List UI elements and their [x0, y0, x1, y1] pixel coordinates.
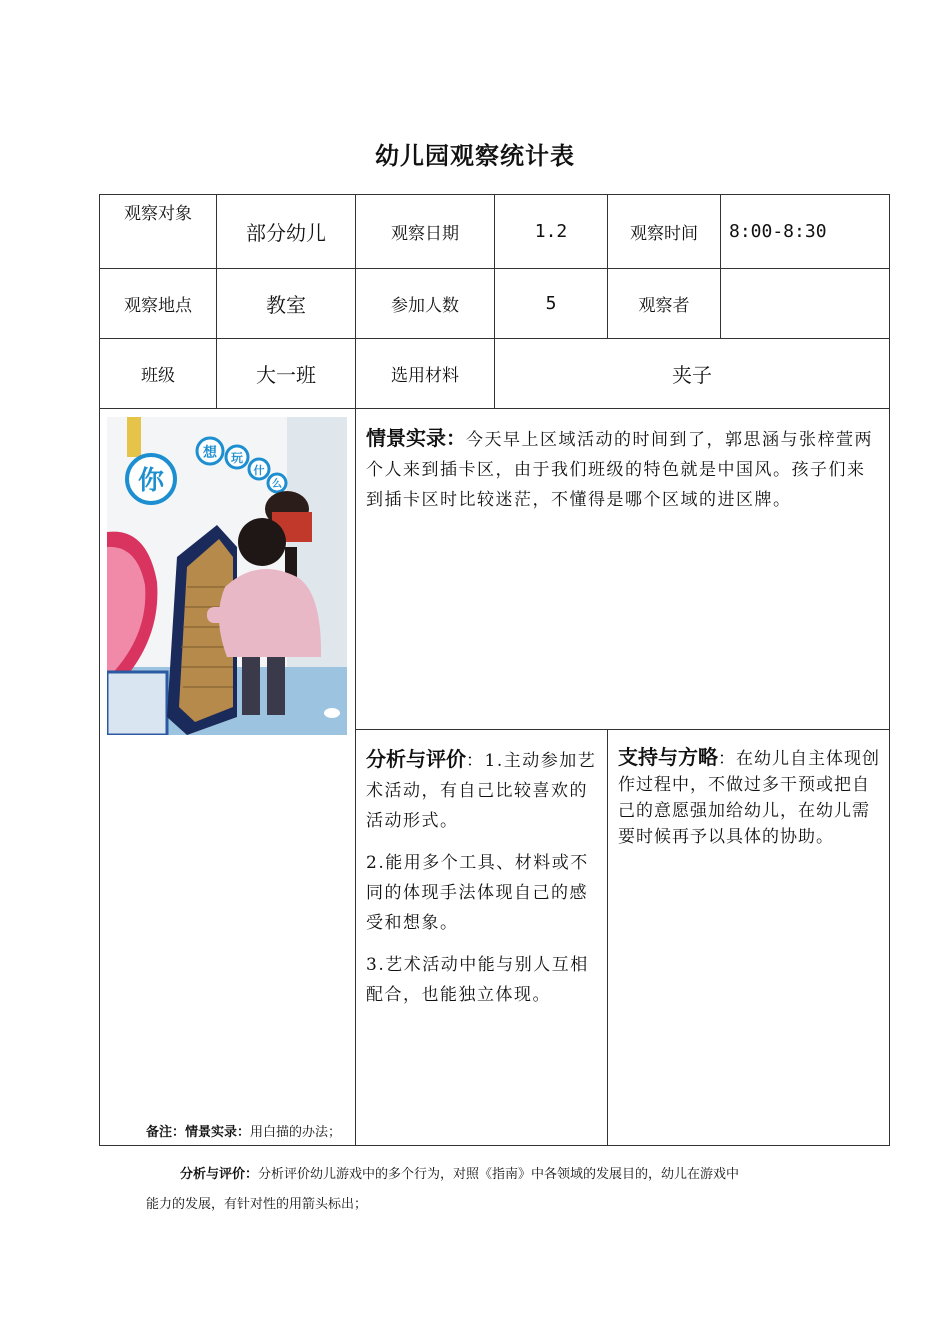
photo-cell: [100, 409, 356, 1146]
scene-record-cell: [356, 409, 890, 730]
note-line-1: [146, 1121, 341, 1140]
support-text: 在幼儿自主体现创作过程中，不做过多干预或把自己的意愿强加给幼儿，在幼儿需要时候再予以具体的协助。: [618, 749, 880, 847]
label-observe-place: 观察地点: [100, 269, 217, 339]
support-block: [618, 744, 881, 850]
observation-photo: [107, 417, 347, 735]
note-analysis-text-1: 分析评价幼儿游戏中的多个行为，对照《指南》中各领域的发展目的，幼儿在游戏中: [258, 1167, 740, 1182]
value-observe-place: 教室: [217, 269, 356, 339]
analysis-sep: ：: [466, 751, 485, 771]
label-materials: 选用材料: [356, 339, 495, 409]
note-scene-text: 用白描的办法；: [250, 1125, 342, 1140]
observation-table: [99, 194, 890, 1146]
scene-label: 情景实录：: [366, 426, 466, 450]
table-row: [100, 409, 890, 730]
analysis-point-1: 1.主动参加艺术活动，有自己比较喜欢的活动形式。: [366, 751, 597, 831]
label-observe-date: 观察日期: [356, 195, 495, 269]
analysis-point-2: 2.能用多个工具、材料或不同的体现手法体现自己的感受和想象。: [366, 853, 589, 933]
note-label: 备注：: [146, 1125, 186, 1140]
value-materials: 夹子: [495, 339, 890, 409]
table-row: [100, 339, 890, 409]
value-observe-time: 8:00-8:30: [721, 195, 890, 269]
value-class: 大一班: [217, 339, 356, 409]
classroom-photo-illustration: [107, 417, 347, 735]
scene-text: 今天早上区域活动的时间到了，郭思涵与张梓萱两个人来到插卡区，由于我们班级的特色就是中国风。孩子们来到插卡区时比较迷茫，不懂得是哪个区域的进区牌。: [366, 430, 873, 510]
analysis-cell: [356, 730, 608, 1146]
support-label: 支持与方略: [618, 745, 718, 769]
sign-char-3: 玩: [230, 451, 244, 465]
table-row: [100, 195, 890, 269]
note-scene-label: 情景实录：: [185, 1125, 251, 1140]
support-cell: [608, 730, 890, 1146]
label-class: 班级: [100, 339, 217, 409]
scene-record: [366, 423, 879, 515]
label-observe-time: 观察时间: [608, 195, 721, 269]
note-line-2: [180, 1163, 739, 1182]
label-observe-target: 观察对象: [100, 195, 217, 269]
value-observe-target: 部分幼儿: [217, 195, 356, 269]
value-participants: 5: [495, 269, 608, 339]
sign-char-5: 么: [272, 479, 282, 490]
label-observer: 观察者: [608, 269, 721, 339]
analysis-block: [366, 744, 599, 1010]
analysis-label: 分析与评价: [366, 747, 466, 771]
value-observe-date: 1.2: [495, 195, 608, 269]
value-observer: [721, 269, 890, 339]
table-row: [100, 269, 890, 339]
note-analysis-label: 分析与评价：: [180, 1167, 259, 1182]
sign-char-2: 想: [203, 445, 217, 461]
label-participants: 参加人数: [356, 269, 495, 339]
page-title: 幼儿园观察统计表: [375, 142, 575, 170]
support-sep: ：: [718, 749, 736, 769]
sign-char-1: 你: [137, 466, 165, 496]
sign-char-4: 什: [253, 464, 265, 477]
note-line-3: 能力的发展，有针对性的用箭头标出；: [146, 1197, 368, 1212]
analysis-point-3: 3.艺术活动中能与别人互相配合，也能独立体现。: [366, 955, 589, 1005]
